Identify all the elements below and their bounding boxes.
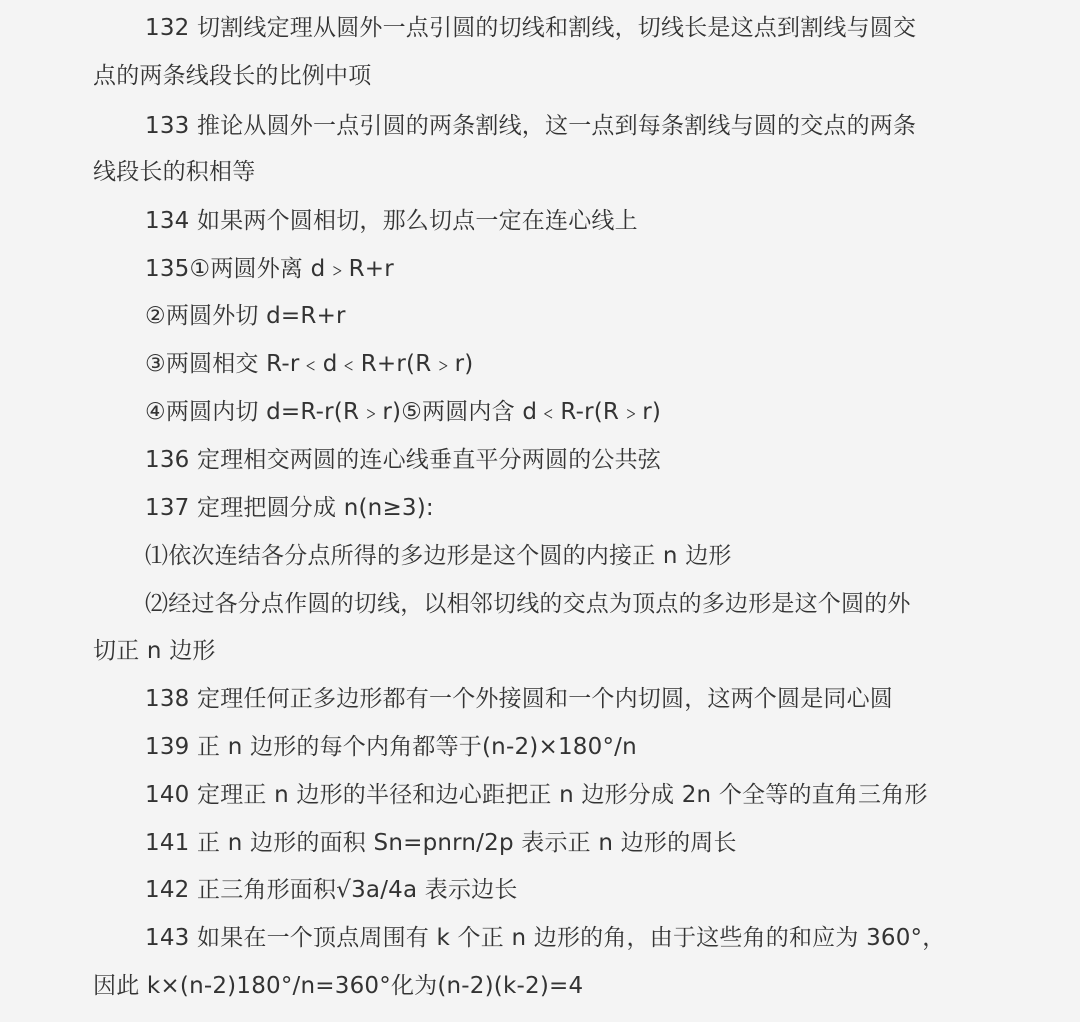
text-line: 140 定理正 n 边形的半径和边心距把正 n 边形分成 2n 个全等的直角三角形 xyxy=(145,782,928,808)
text-line: 138 定理任何正多边形都有一个外接圆和一个内切圆，这两个圆是同心圆 xyxy=(145,686,894,712)
text-line: 点的两条线段长的比例中项 xyxy=(93,63,372,89)
text-line: 132 切割线定理从圆外一点引圆的切线和割线，切线长是这点到割线与圆交 xyxy=(145,15,917,41)
text-line: ⑵经过各分点作圆的切线，以相邻切线的交点为顶点的多边形是这个圆的外 xyxy=(145,591,911,617)
text-line: ③两圆相交 R-r﹤d﹤R+r(R﹥r) xyxy=(145,351,474,377)
text-line: 因此 k×(n-2)180°/n=360°化为(n-2)(k-2)=4 xyxy=(93,973,584,999)
text-line: ②两圆外切 d=R+r xyxy=(145,303,346,329)
text-line: 139 正 n 边形的每个内角都等于(n-2)×180°/n xyxy=(145,734,637,760)
text-line: 133 推论从圆外一点引圆的两条割线，这一点到每条割线与圆的交点的两条 xyxy=(145,113,917,139)
text-line: 135①两圆外离 d﹥R+r xyxy=(145,256,394,282)
text-line: 137 定理把圆分成 n(n≥3): xyxy=(145,495,434,521)
text-line: 线段长的积相等 xyxy=(93,159,256,185)
text-line: 切正 n 边形 xyxy=(93,638,216,664)
text-line: 142 正三角形面积√3a/4a 表示边长 xyxy=(145,877,518,903)
text-line: 141 正 n 边形的面积 Sn=pnrn/2p 表示正 n 边形的周长 xyxy=(145,830,737,856)
text-line: 136 定理相交两圆的连心线垂直平分两圆的公共弦 xyxy=(145,447,662,473)
text-line: ④两圆内切 d=R-r(R﹥r)⑤两圆内含 d﹤R-r(R﹥r) xyxy=(145,399,662,425)
text-line: 143 如果在一个顶点周围有 k 个正 n 边形的角，由于这些角的和应为 360°， xyxy=(145,925,946,951)
text-line: ⑴依次连结各分点所得的多边形是这个圆的内接正 n 边形 xyxy=(145,543,732,569)
text-line: 134 如果两个圆相切，那么切点一定在连心线上 xyxy=(145,208,638,234)
